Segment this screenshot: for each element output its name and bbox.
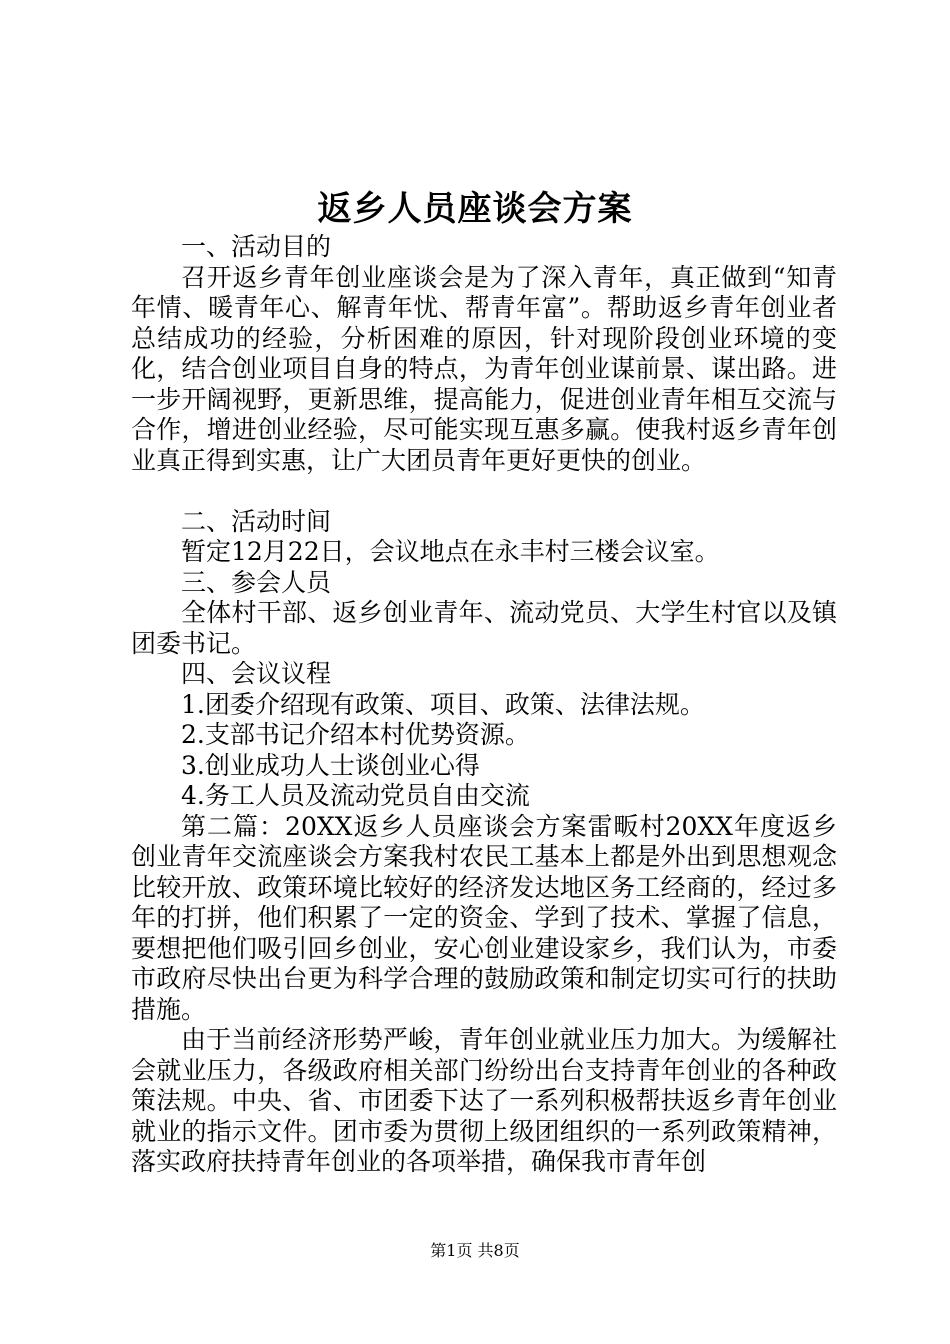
- paragraph-attendees: 全体村干部、返乡创业青年、流动党员、大学生村官以及镇团委书记。: [131, 598, 837, 658]
- paragraph-purpose: 召开返乡青年创业座谈会是为了深入青年，真正做到“知青年情、暖青年心、解青年忧、帮青年富”。帮助返乡青年创业者总结成功的经验，分析困难的原因，针对现阶段创业环境的变化，结合创业项目自身的特点，为青年创业谋前景、谋出路。进一步开阔视野，更新思维，提高能力，促进创业青年相互交流与合作，增进创业经验，尽可能实现互惠多赢。使我村返乡青年创业真正得到实惠，让广大团员青年更好更快的创业。: [131, 262, 837, 475]
- page-number-footer: 第1页 共8页: [430, 1241, 520, 1260]
- section-heading-agenda: 四、会议议程: [181, 659, 332, 688]
- section-heading-time: 二、活动时间: [181, 506, 332, 536]
- agenda-item: 2.支部书记介绍本村优势资源。: [181, 720, 530, 749]
- section-heading-purpose: 一、活动目的: [181, 232, 332, 261]
- section-heading-attendees: 三、参会人员: [181, 567, 332, 597]
- paragraph-second-article: 第二篇：20XX返乡人员座谈会方案雷畈村20XX年度返乡创业青年交流座谈会方案我村农民工基本上都是外出到思想观念比较开放、政策环境比较好的经济发达地区务工经商的，经过多年的打拼，他们积累了一定的资金、学到了技术、掌握了信息，要想把他们吸引回乡创业，安心创业建设家乡，我们认为，市委市政府尽快出台更为科学合理的鼓励政策和制定切实可行的扶助措施。: [131, 811, 837, 1024]
- agenda-item: 4.务工人员及流动党员自由交流: [181, 781, 530, 810]
- paragraph-background: 由于当前经济形势严峻，青年创业就业压力加大。为缓解社会就业压力，各级政府相关部门纷纷出台支持青年创业的各种政策法规。中央、省、市团委下达了一系列积极帮扶返乡青年创业就业的指示文件。团市委为贯彻上级团组织的一系列政策精神，落实政府扶持青年创业的各项举措，确保我市青年创: [131, 1025, 837, 1176]
- document-title: 返乡人员座谈会方案: [317, 189, 633, 229]
- paragraph-time: 暂定12月22日，会议地点在永丰村三楼会议室。: [181, 537, 720, 566]
- agenda-item: 1.团委介绍现有政策、项目、政策、法律法规。: [181, 689, 705, 719]
- agenda-item: 3.创业成功人士谈创业心得: [181, 750, 480, 780]
- document-body: [131, 232, 837, 1178]
